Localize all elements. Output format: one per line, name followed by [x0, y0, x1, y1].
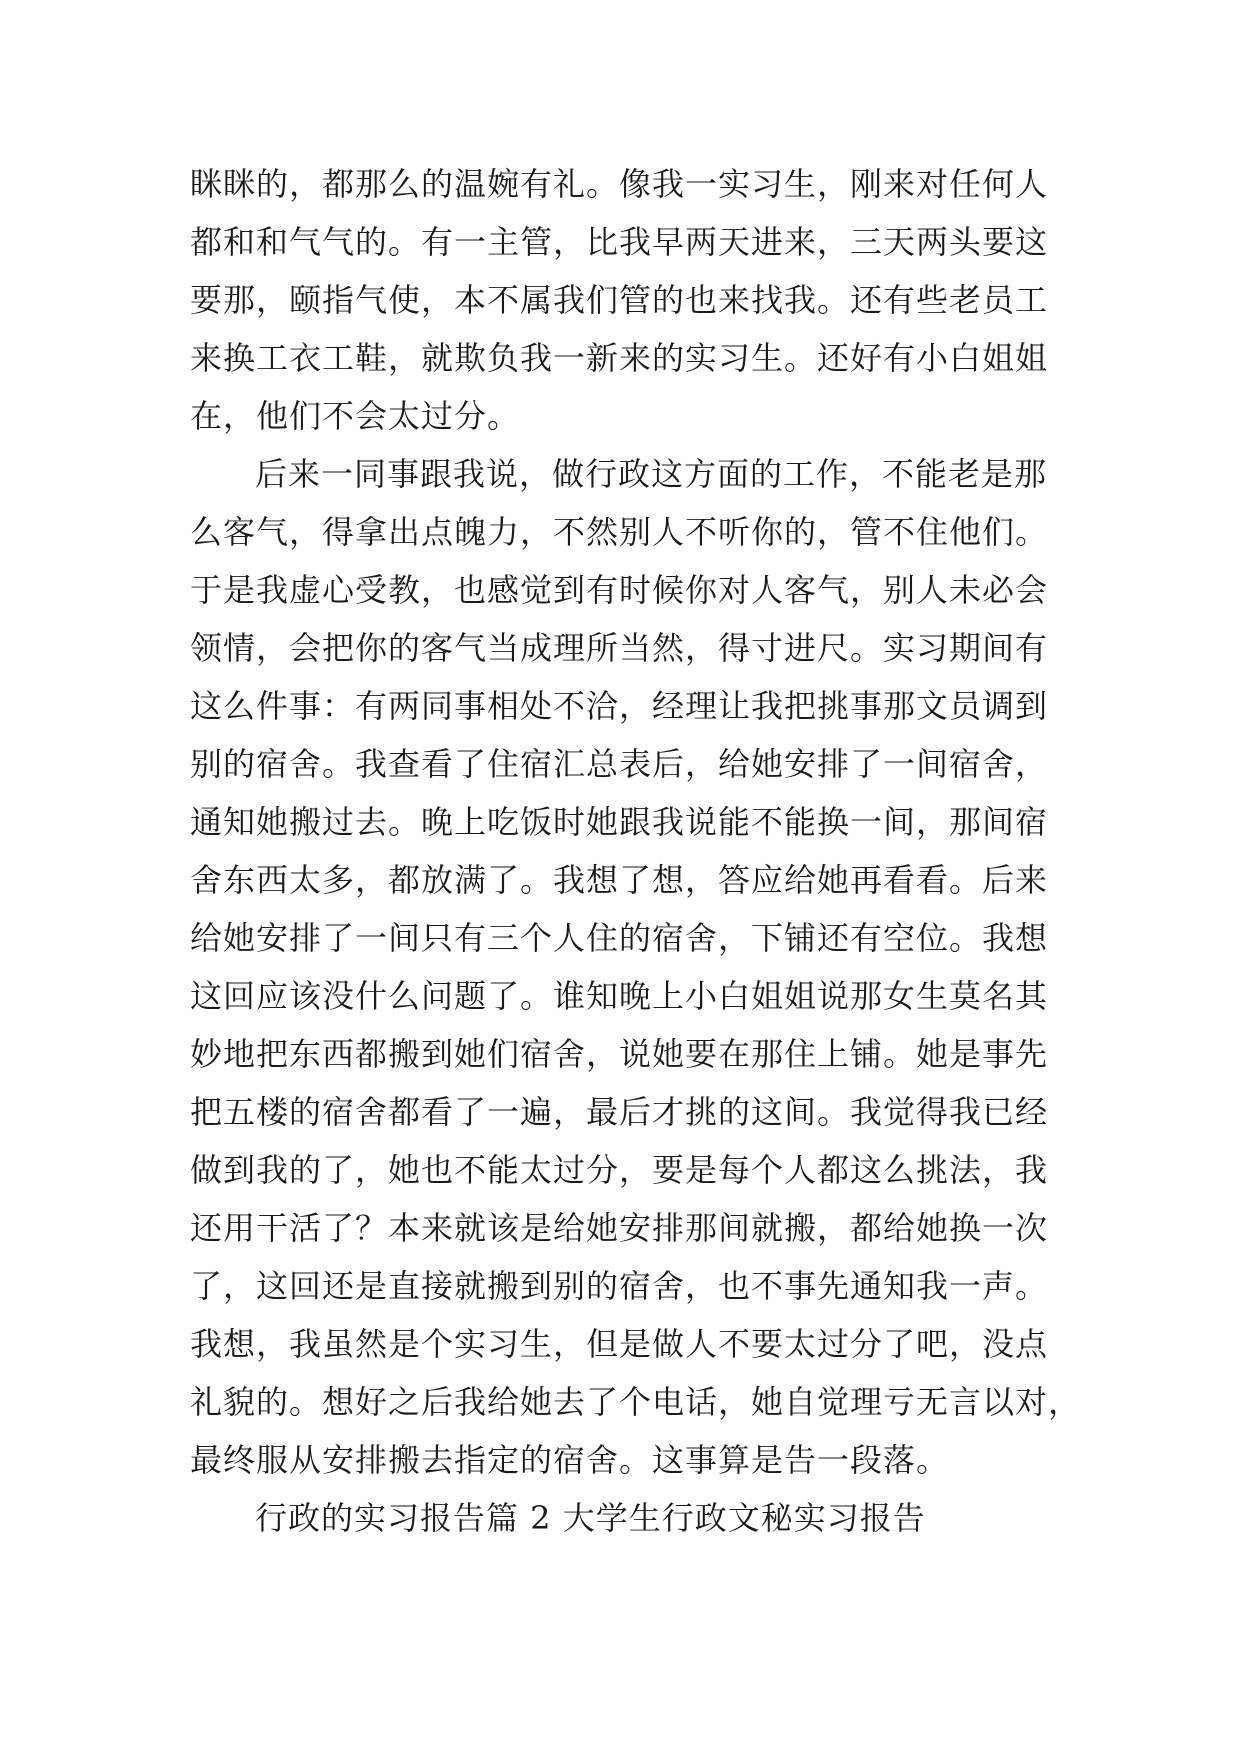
paragraph-2-line-13: 做到我的了，她也不能太过分，要是每个人都这么挑法，我	[190, 1151, 1049, 1189]
section-heading: 行政的实习报告篇 2 大学生行政文秘实习报告	[255, 1499, 926, 1537]
paragraph-2-line-6: 别的宿舍。我查看了住宿汇总表后，给她安排了一间宿舍，	[190, 745, 1049, 783]
paragraph-2-line-5: 这么件事：有两同事相处不洽，经理让我把挑事那文员调到	[190, 687, 1049, 725]
paragraph-1-line-3: 要那，颐指气使，本不属我们管的也来找我。还有些老员工	[190, 281, 1049, 319]
paragraph-2-line-7: 通知她搬过去。晚上吃饭时她跟我说能不能换一间，那间宿	[190, 803, 1049, 841]
paragraph-2-line-14: 还用干活了？本来就该是给她安排那间就搬，都给她换一次	[190, 1209, 1049, 1247]
paragraph-1-line-1: 眯眯的，都那么的温婉有礼。像我一实习生，刚来对任何人	[190, 165, 1049, 203]
paragraph-1-line-5: 在，他们不会太过分。	[190, 397, 521, 435]
paragraph-2-line-3: 于是我虚心受教，也感觉到有时候你对人客气，别人未必会	[190, 571, 1049, 609]
paragraph-2-line-8: 舍东西太多，都放满了。我想了想，答应给她再看看。后来	[190, 861, 1049, 899]
paragraph-2-line-11: 妙地把东西都搬到她们宿舍，说她要在那住上铺。她是事先	[190, 1035, 1049, 1073]
paragraph-1-line-4: 来换工衣工鞋，就欺负我一新来的实习生。还好有小白姐姐	[190, 339, 1049, 377]
paragraph-1-line-2: 都和和气气的。有一主管，比我早两天进来，三天两头要这	[190, 223, 1049, 261]
paragraph-2-line-17: 礼貌的。想好之后我给她去了个电话，她自觉理亏无言以对，	[190, 1383, 1082, 1421]
paragraph-2-line-9: 给她安排了一间只有三个人住的宿舍，下铺还有空位。我想	[190, 919, 1049, 957]
paragraph-2-line-18: 最终服从安排搬去指定的宿舍。这事算是告一段落。	[190, 1441, 950, 1479]
paragraph-2-line-10: 这回应该没什么问题了。谁知晚上小白姐姐说那女生莫名其	[190, 977, 1049, 1015]
paragraph-2-line-2: 么客气，得拿出点魄力，不然别人不听你的，管不住他们。	[190, 513, 1049, 551]
paragraph-2-line-4: 领情，会把你的客气当成理所当然，得寸进尺。实习期间有	[190, 629, 1049, 667]
paragraph-2-line-1: 后来一同事跟我说，做行政这方面的工作，不能老是那	[255, 455, 1048, 493]
paragraph-2-line-16: 我想，我虽然是个实习生，但是做人不要太过分了吧，没点	[190, 1325, 1049, 1363]
paragraph-2-line-15: 了，这回还是直接就搬到别的宿舍，也不事先通知我一声。	[190, 1267, 1049, 1305]
paragraph-2-line-12: 把五楼的宿舍都看了一遍，最后才挑的这间。我觉得我已经	[190, 1093, 1049, 1131]
